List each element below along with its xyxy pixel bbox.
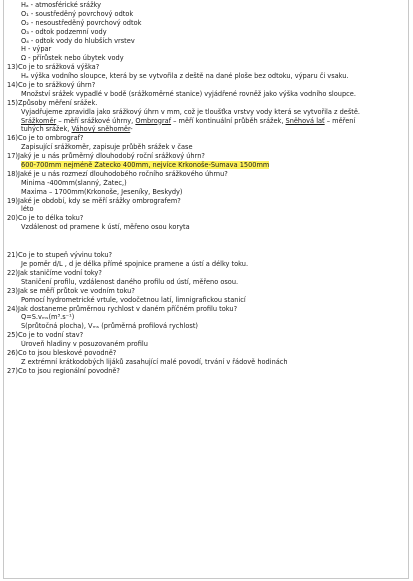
answer-23: Pomocí hydrometrické vrtule, vodočetnou latí, limnigrafickou stanicí [21, 295, 246, 304]
question-24: 24)Jak dostaneme průměrnou rychlost v daném příčném profilu toku? [7, 304, 238, 313]
underlined-term: Srážkoměr [21, 116, 57, 125]
document-content [7, 1, 407, 376]
answer-18-minima: Minima -400mm(slanný, Žatec,) [21, 178, 127, 187]
answer-14: Množství srážek vypadlé v bodě (srážkoměrné stanice) vyjádřené rovněž jako výška vodního sloupce. [21, 89, 356, 98]
answer-19: léto [21, 205, 34, 214]
answer-17 [7, 161, 407, 170]
legend-item: Hₐ - atmosférické srážky [21, 1, 102, 9]
answer-22: Staničení profilu, vzdálenost daného profilu od ústí, měřeno osou. [21, 277, 239, 286]
question-20: 20)Co je to délka toku? [7, 214, 84, 223]
answer-15-line1: Vyjadřujeme zpravidla jako srážkový úhrn v mm, což je tloušťka vrstvy vody která se vytvořila z deště. [21, 107, 361, 116]
answer-25: Úroveň hladiny v posuzovaném profilu [21, 340, 148, 349]
answer-15-line3: tuhých srážek, Váhový sněhoměr- [21, 125, 133, 134]
blank-line [7, 232, 407, 242]
answer-18-maxima: Maxima – 1700mm(Krkonoše, Jeseníky, Beskydy) [21, 187, 183, 196]
answer-15-line2: Srážkoměr – měří srážkové úhrny, Ombrograf – měří kontinuální průběh srážek, Sněhová lať – měření [21, 116, 356, 125]
question-21: 21)Co je to stupeň vývinu toku? [7, 251, 113, 260]
question-22: 22)Jak staničíme vodní toky? [7, 268, 102, 277]
answer-24-formula: Q=S.vₘₛ(m³.s⁻¹) [21, 313, 75, 322]
legend-item: O₁ - soustředěný povrchový odtok [21, 9, 134, 18]
answer-24-legend: S(průtočná plocha), Vₘₛ (průměrná profilová rychlost) [21, 322, 198, 331]
blank-line [7, 242, 407, 252]
question-16: 16)Co je to ombrograf? [7, 134, 84, 143]
question-15: 15)Způsoby měření srážek. [7, 98, 98, 107]
answer-26: Z extrémní krátkodobých lijáků zasahující malé povodí, trvání v řádově hodinách [21, 357, 288, 366]
question-27: 27)Co to jsou regionální povodně? [7, 366, 120, 375]
question-23: 23)Jak se měří průtok ve vodním toku? [7, 286, 135, 295]
legend-item: O₂ - nesoustředěný povrchový odtok [21, 18, 142, 27]
document-page [3, 0, 409, 579]
question-18: 18)Jaké je u nás rozmezí dlouhodobého ročního srážkového úhrnu? [7, 169, 228, 178]
question-17: 17)Jaký je u nás průměrný dlouhodobý roční srážkový úhrn? [7, 152, 205, 161]
question-25: 25)Co je to vodní stav? [7, 331, 84, 340]
question-13: 13)Co je to srážková výška? [7, 63, 100, 72]
question-26: 26)Co to jsou bleskové povodně? [7, 348, 117, 357]
highlighted-answer: 600-700mm nejméně Žatecko 400mm, nejvíce Krkonoše-Šumava 1500mm [21, 161, 270, 170]
answer-21: Je poměr d/L , d je délka přímé spojnice pramene a ústí a délky toku. [21, 260, 249, 269]
question-14: 14)Co je to srážkový úhrn? [7, 81, 96, 90]
legend-item: Ω - přírůstek nebo úbytek vody [21, 54, 124, 63]
answer-16: Zapisující srážkoměr, zapisuje průběh srážek v čase [21, 143, 193, 152]
underlined-term: Sněhová lať [285, 116, 325, 125]
underlined-term: Ombrograf [135, 116, 172, 125]
legend-item: H - výpar [21, 45, 52, 54]
legend-item: O₃ - odtok podzemní vody [21, 27, 107, 36]
answer-13: Hₐ výška vodního sloupce, která by se vytvořila z deště na dané ploše bez odtoku, výparu či vsaku. [21, 72, 349, 81]
question-19: 19)Jaké je období, kdy se měří srážky ombrografem? [7, 196, 181, 205]
legend-item: O₄ - odtok vody do hlubších vrstev [21, 36, 135, 45]
answer-20: Vzdálenost od pramene k ústí, měřeno osou koryta [21, 223, 190, 232]
underlined-term: Váhový sněhoměr [71, 125, 131, 134]
